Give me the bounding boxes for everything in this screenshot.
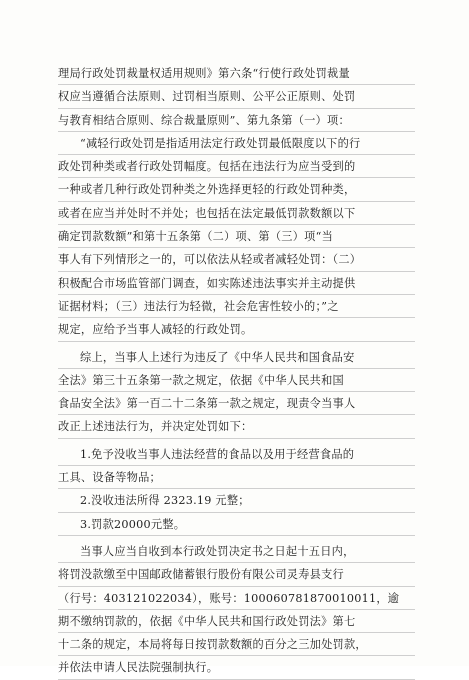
text-line-9: 事人有下列情形之一的，可以依法从轻或者减轻处罚：（二） (58, 248, 415, 271)
text-line-23: （行号：403121022034），账号：100060781870010011，逾 (58, 587, 415, 610)
penalty-item-2: 2.没收违法所得 2323.19 元整； (58, 489, 415, 512)
text-line-11: 证据材料；（三）违法行为轻微，社会危害性较小的；”之 (58, 295, 415, 318)
text-line-1: 理局行政处罚裁量权适用规则》第六条“行使行政处罚裁量 (58, 62, 415, 85)
text-line-15: 食品安全法》第一百二十二条第一款之规定，现责令当事人 (58, 392, 415, 415)
text-line-8: 确定罚款数额”和第十五条第（二）项、第（三）项“当 (58, 225, 415, 248)
text-line-16: 改正上述违法行为，并决定处罚如下： (58, 415, 415, 438)
text-line-2: 权应当遵循合法原则、过罚相当原则、公平公正原则、处罚 (58, 85, 415, 108)
text-line-24: 期不缴纳罚款的，依据《中华人民共和国行政处罚法》第七 (58, 610, 415, 633)
text-line-6: 一种或者几种行政处罚种类之外选择更轻的行政处罚种类， (58, 178, 415, 201)
text-line-4: “减轻行政处罚是指适用法定行政处罚最低限度以下的行 (58, 132, 415, 155)
text-line-13: 综上，当事人上述行为违反了《中华人民共和国食品安 (58, 346, 415, 369)
text-line-14: 全法》第三十五条第一款之规定，依据《中华人民共和国 (58, 369, 415, 392)
text-line-22: 将罚没款缴至中国邮政储蓄银行股份有限公司灵寿县支行 (58, 563, 415, 586)
text-line-5: 政处罚种类或者行政处罚幅度。包括在违法行为应当受到的 (58, 155, 415, 178)
text-line-12: 规定，应给予当事人减轻的行政处罚。 (58, 318, 415, 341)
text-line-10: 积极配合市场监管部门调查，如实陈述违法事实并主动提供 (58, 272, 415, 295)
text-line-7: 或者在应当并处时不并处；也包括在法定最低罚款数额以下 (58, 202, 415, 225)
text-line-26: 并依法申请人民法院强制执行。 (58, 656, 415, 679)
penalty-item-1: 1.免予没收当事人违法经营的食品以及用于经营食品的 (58, 443, 415, 466)
text-line-21: 当事人应当自收到本行政处罚决定书之日起十五日内， (58, 540, 415, 563)
penalty-item-1-cont: 工具、设备等物品； (58, 466, 415, 489)
penalty-item-3: 3.罚款20000元整。 (58, 513, 415, 536)
text-line-3: 与教育相结合原则、综合裁量原则”、第九条第（一）项： (58, 109, 415, 132)
text-line-25: 十二条的规定，本局将每日按罚款数额的百分之三加处罚款， (58, 633, 415, 656)
